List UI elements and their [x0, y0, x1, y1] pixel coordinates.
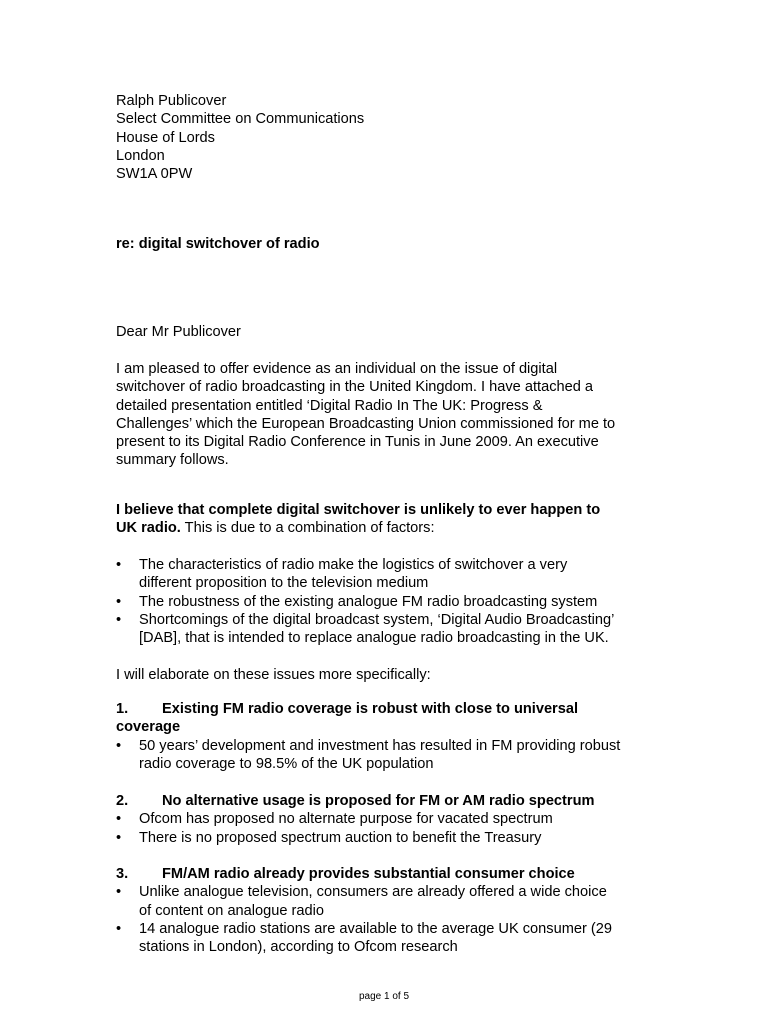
- factor-line: • The characteristics of radio make the logistics of switchover a very: [139, 557, 568, 573]
- list-item: [116, 810, 656, 828]
- factor-line: • Shortcomings of the digital broadcast system, ‘Digital Audio Broadcasting’: [139, 611, 615, 628]
- recipient-house: House of Lords: [116, 129, 215, 146]
- recipient-postcode: SW1A 0PW: [116, 166, 193, 183]
- section-title-cont: coverage: [116, 719, 181, 736]
- section-title: Existing FM radio coverage is robust with close to universal: [162, 701, 579, 717]
- list-item: [116, 737, 656, 774]
- section-bullets: [116, 883, 656, 956]
- recipient-city: London: [116, 147, 165, 164]
- section-bullets: [116, 737, 656, 774]
- list-item: [116, 829, 656, 847]
- elaborate-line: I will elaborate on these issues more specifically:: [116, 667, 431, 683]
- section-2: [116, 792, 656, 847]
- belief-statement-end: UK radio.: [116, 520, 181, 537]
- intro-line: I am pleased to offer evidence as an individual on the issue of digital: [116, 361, 558, 377]
- section-number: 3.: [116, 866, 129, 882]
- subject-line: re: digital switchover of radio: [116, 236, 320, 252]
- bullet-line: • Unlike analogue television, consumers are already offered a wide choice: [139, 884, 607, 901]
- list-item: [116, 593, 656, 611]
- section-heading: [116, 792, 656, 810]
- belief-statement: I believe that complete digital switchover is unlikely to ever happen to: [116, 502, 601, 518]
- page-number: page 1 of 5: [358, 991, 410, 1002]
- list-item: [116, 611, 656, 648]
- bullet-line: • 50 years’ development and investment has resulted in FM providing robust: [139, 737, 621, 754]
- bullet-line: • 14 analogue radio stations are available to the average UK consumer (29: [139, 920, 612, 937]
- recipient-name: Ralph Publicover: [116, 93, 227, 109]
- section-1: [116, 700, 656, 773]
- section-heading: [116, 865, 656, 883]
- section-title: No alternative usage is proposed for FM or AM radio spectrum: [162, 793, 595, 809]
- intro-paragraph: [116, 360, 656, 470]
- belief-rest: This is due to a combination of factors:: [180, 520, 435, 537]
- section-bullets: [116, 810, 656, 847]
- list-item: [116, 556, 656, 593]
- section-number: 2.: [116, 793, 129, 809]
- intro-line: present to its Digital Radio Conference in Tunis in June 2009. An executive: [116, 434, 599, 451]
- intro-line: detailed presentation entitled ‘Digital Radio In The UK: Progress &: [116, 397, 543, 414]
- salutation: Dear Mr Publicover: [116, 324, 241, 340]
- bullet-line: radio coverage to 98.5% of the UK population: [139, 755, 434, 772]
- list-item: [116, 883, 656, 920]
- section-title: FM/AM radio already provides substantial consumer choice: [162, 866, 575, 882]
- factor-line: • The robustness of the existing analogue FM radio broadcasting system: [139, 593, 598, 610]
- intro-line: summary follows.: [116, 452, 229, 469]
- list-item: [116, 920, 656, 957]
- intro-line: switchover of radio broadcasting in the United Kingdom. I have attached a: [116, 379, 594, 396]
- factor-list: [116, 556, 656, 647]
- belief-line2: [116, 519, 656, 537]
- factor-line: different proposition to the television medium: [139, 575, 429, 592]
- recipient-committee: Select Committee on Communications: [116, 111, 365, 128]
- section-3: [116, 865, 656, 956]
- recipient-address: [116, 92, 656, 183]
- belief-paragraph: [116, 501, 656, 538]
- bullet-line: of content on analogue radio: [139, 902, 325, 919]
- factor-line: [DAB], that is intended to replace analogue radio broadcasting in the UK.: [139, 630, 609, 647]
- section-heading: [116, 700, 656, 718]
- section-number: 1.: [116, 701, 129, 717]
- bullet-line: stations in London), according to Ofcom research: [139, 939, 458, 956]
- bullet-line: • There is no proposed spectrum auction to benefit the Treasury: [139, 829, 542, 846]
- intro-line: Challenges’ which the European Broadcasting Union commissioned for me to: [116, 415, 616, 432]
- bullet-line: • Ofcom has proposed no alternate purpose for vacated spectrum: [139, 811, 553, 828]
